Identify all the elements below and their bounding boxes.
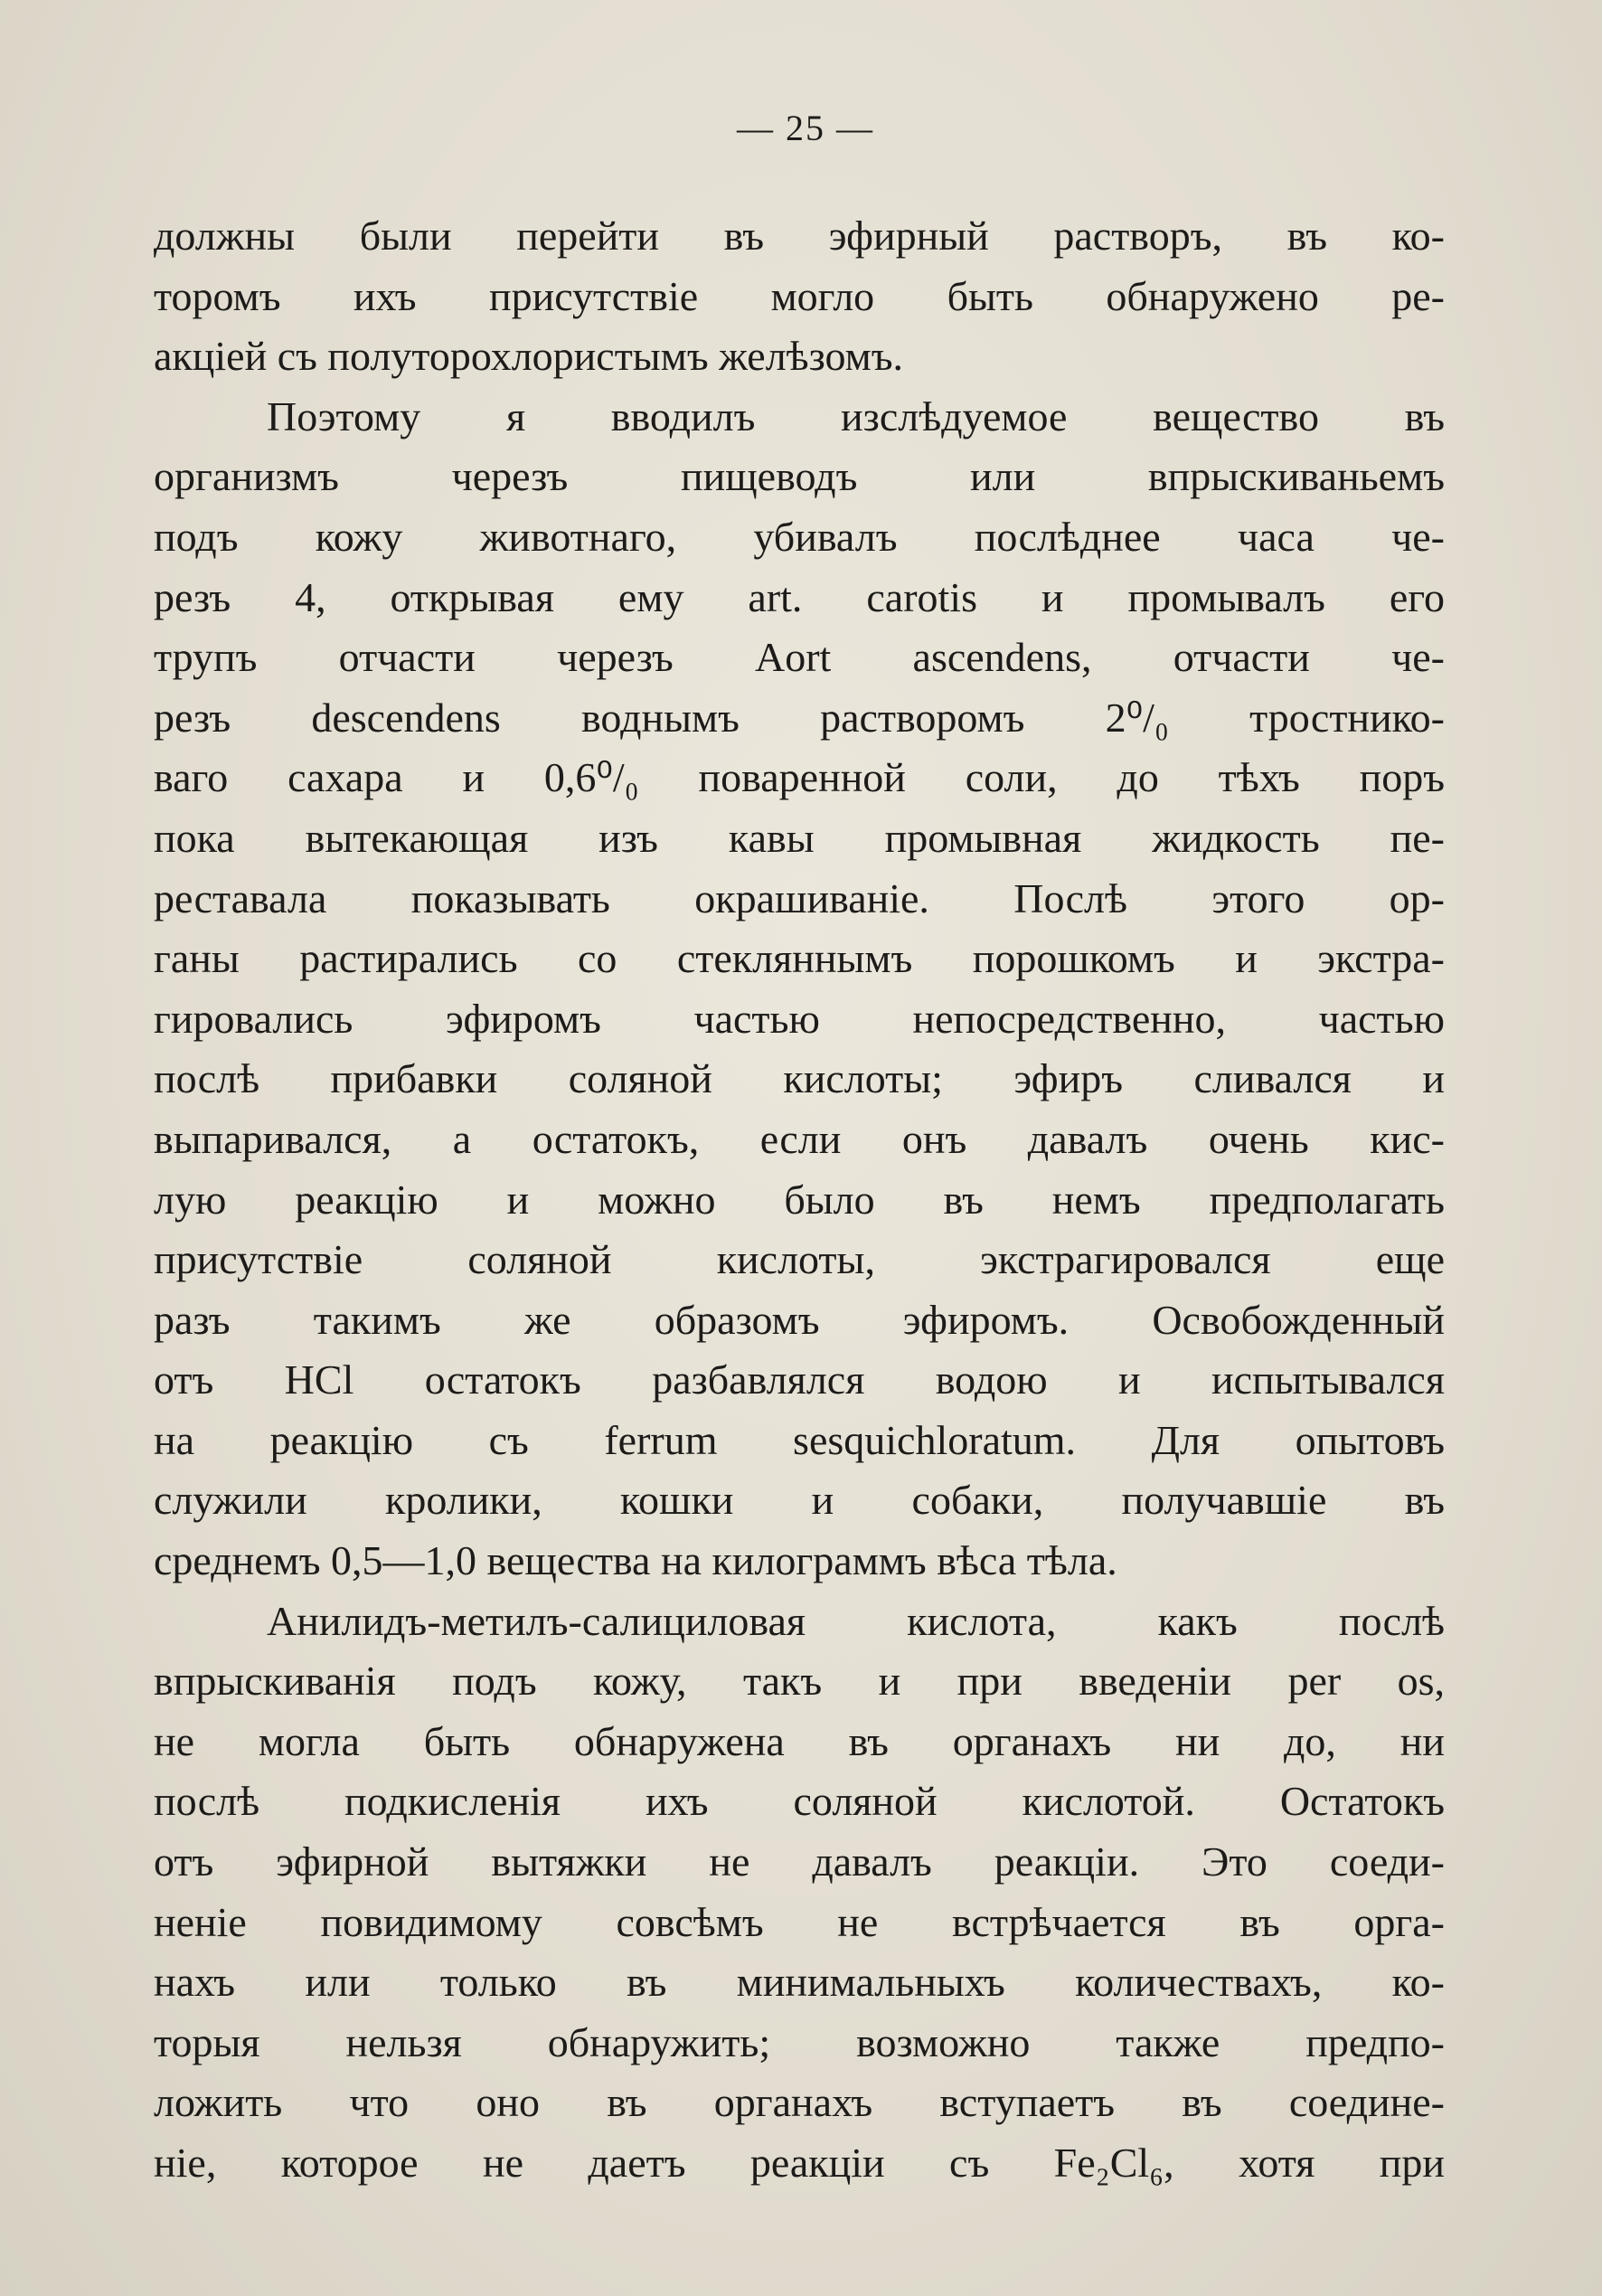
text-line: торомъ ихъ присутствіе могло быть обнаружено ре- xyxy=(154,272,1445,319)
text-line: лую реакцію и можно было въ немъ предполагать xyxy=(154,1176,1445,1223)
text-line: Анилидъ-метилъ-салициловая кислота, какъ послѣ xyxy=(267,1597,1445,1644)
text-line: резъ descendens воднымъ растворомъ 2⁰/₀ тростнико- xyxy=(154,694,1445,741)
text-line: трупъ отчасти черезъ Aort ascendens, отчасти че- xyxy=(154,634,1445,681)
text-line: реставала показывать окрашиваніе. Послѣ этого ор- xyxy=(154,874,1445,921)
text-line: ваго сахара и 0,6⁰/₀ поваренной соли, до тѣхъ поръ xyxy=(154,754,1445,801)
text-line: подъ кожу животнаго, убивалъ послѣднее часа че- xyxy=(154,513,1445,560)
body-text xyxy=(154,206,1445,2194)
text-line: гировались эфиромъ частью непосредственно, частью xyxy=(154,995,1445,1042)
text-line: акціей съ полуторохлористымъ желѣзомъ. xyxy=(154,333,904,380)
text-line: неніе повидимому совсѣмъ не встрѣчается въ орга- xyxy=(154,1898,1445,1945)
text-line: впрыскиванія подъ кожу, такъ и при введеніи per os, xyxy=(154,1658,1445,1705)
text-line: Поэтому я вводилъ изслѣдуемое вещество въ xyxy=(267,392,1445,439)
text-line: ганы растирались со стекляннымъ порошкомъ и экстра- xyxy=(154,935,1445,982)
text-line: послѣ прибавки соляной кислоты; эфиръ сливался и xyxy=(154,1055,1445,1102)
text-line: присутствіе соляной кислоты, экстрагировался еще xyxy=(154,1236,1445,1283)
text-line: не могла быть обнаружена въ органахъ ни до, ни xyxy=(154,1717,1445,1764)
text-line: на реакцію съ ferrum sesquichloratum. Для опытовъ xyxy=(154,1416,1445,1463)
text-line: нахъ или только въ минимальныхъ количествахъ, ко- xyxy=(154,1959,1445,2006)
text-line: ніе, которое не даетъ реакціи съ Fe₂Cl₆, хотя при xyxy=(154,2140,1445,2186)
text-line: отъ HCl остатокъ разбавлялся водою и испытывался xyxy=(154,1356,1445,1403)
text-line: торыя нельзя обнаружить; возможно также предпо- xyxy=(154,2018,1445,2065)
text-line: должны были перейти въ эфирный растворъ, въ ко- xyxy=(154,213,1445,259)
text-line: ложить что оно въ органахъ вступаетъ въ соедине- xyxy=(154,2079,1445,2126)
text-line: отъ эфирной вытяжки не давалъ реакціи. Это соеди- xyxy=(154,1838,1445,1885)
text-line: служили кролики, кошки и собаки, получавшіе въ xyxy=(154,1477,1445,1524)
text-line: выпаривался, а остатокъ, если онъ давалъ очень кис- xyxy=(154,1115,1445,1162)
text-line: организмъ черезъ пищеводъ или впрыскиваньемъ xyxy=(154,453,1445,500)
text-line: среднемъ 0,5—1,0 вещества на килограммъ вѣса тѣла. xyxy=(154,1537,1117,1584)
text-line: резъ 4, открывая ему art. carotis и промывалъ его xyxy=(154,573,1445,620)
text-line: пока вытекающая изъ кавы промывная жидкость пе- xyxy=(154,814,1445,861)
text-line: разъ такимъ же образомъ эфиромъ. Освобожденный xyxy=(154,1296,1445,1343)
text-line: послѣ подкисленія ихъ соляной кислотой. Остатокъ xyxy=(154,1778,1445,1825)
page-number: — 25 — xyxy=(737,108,874,148)
